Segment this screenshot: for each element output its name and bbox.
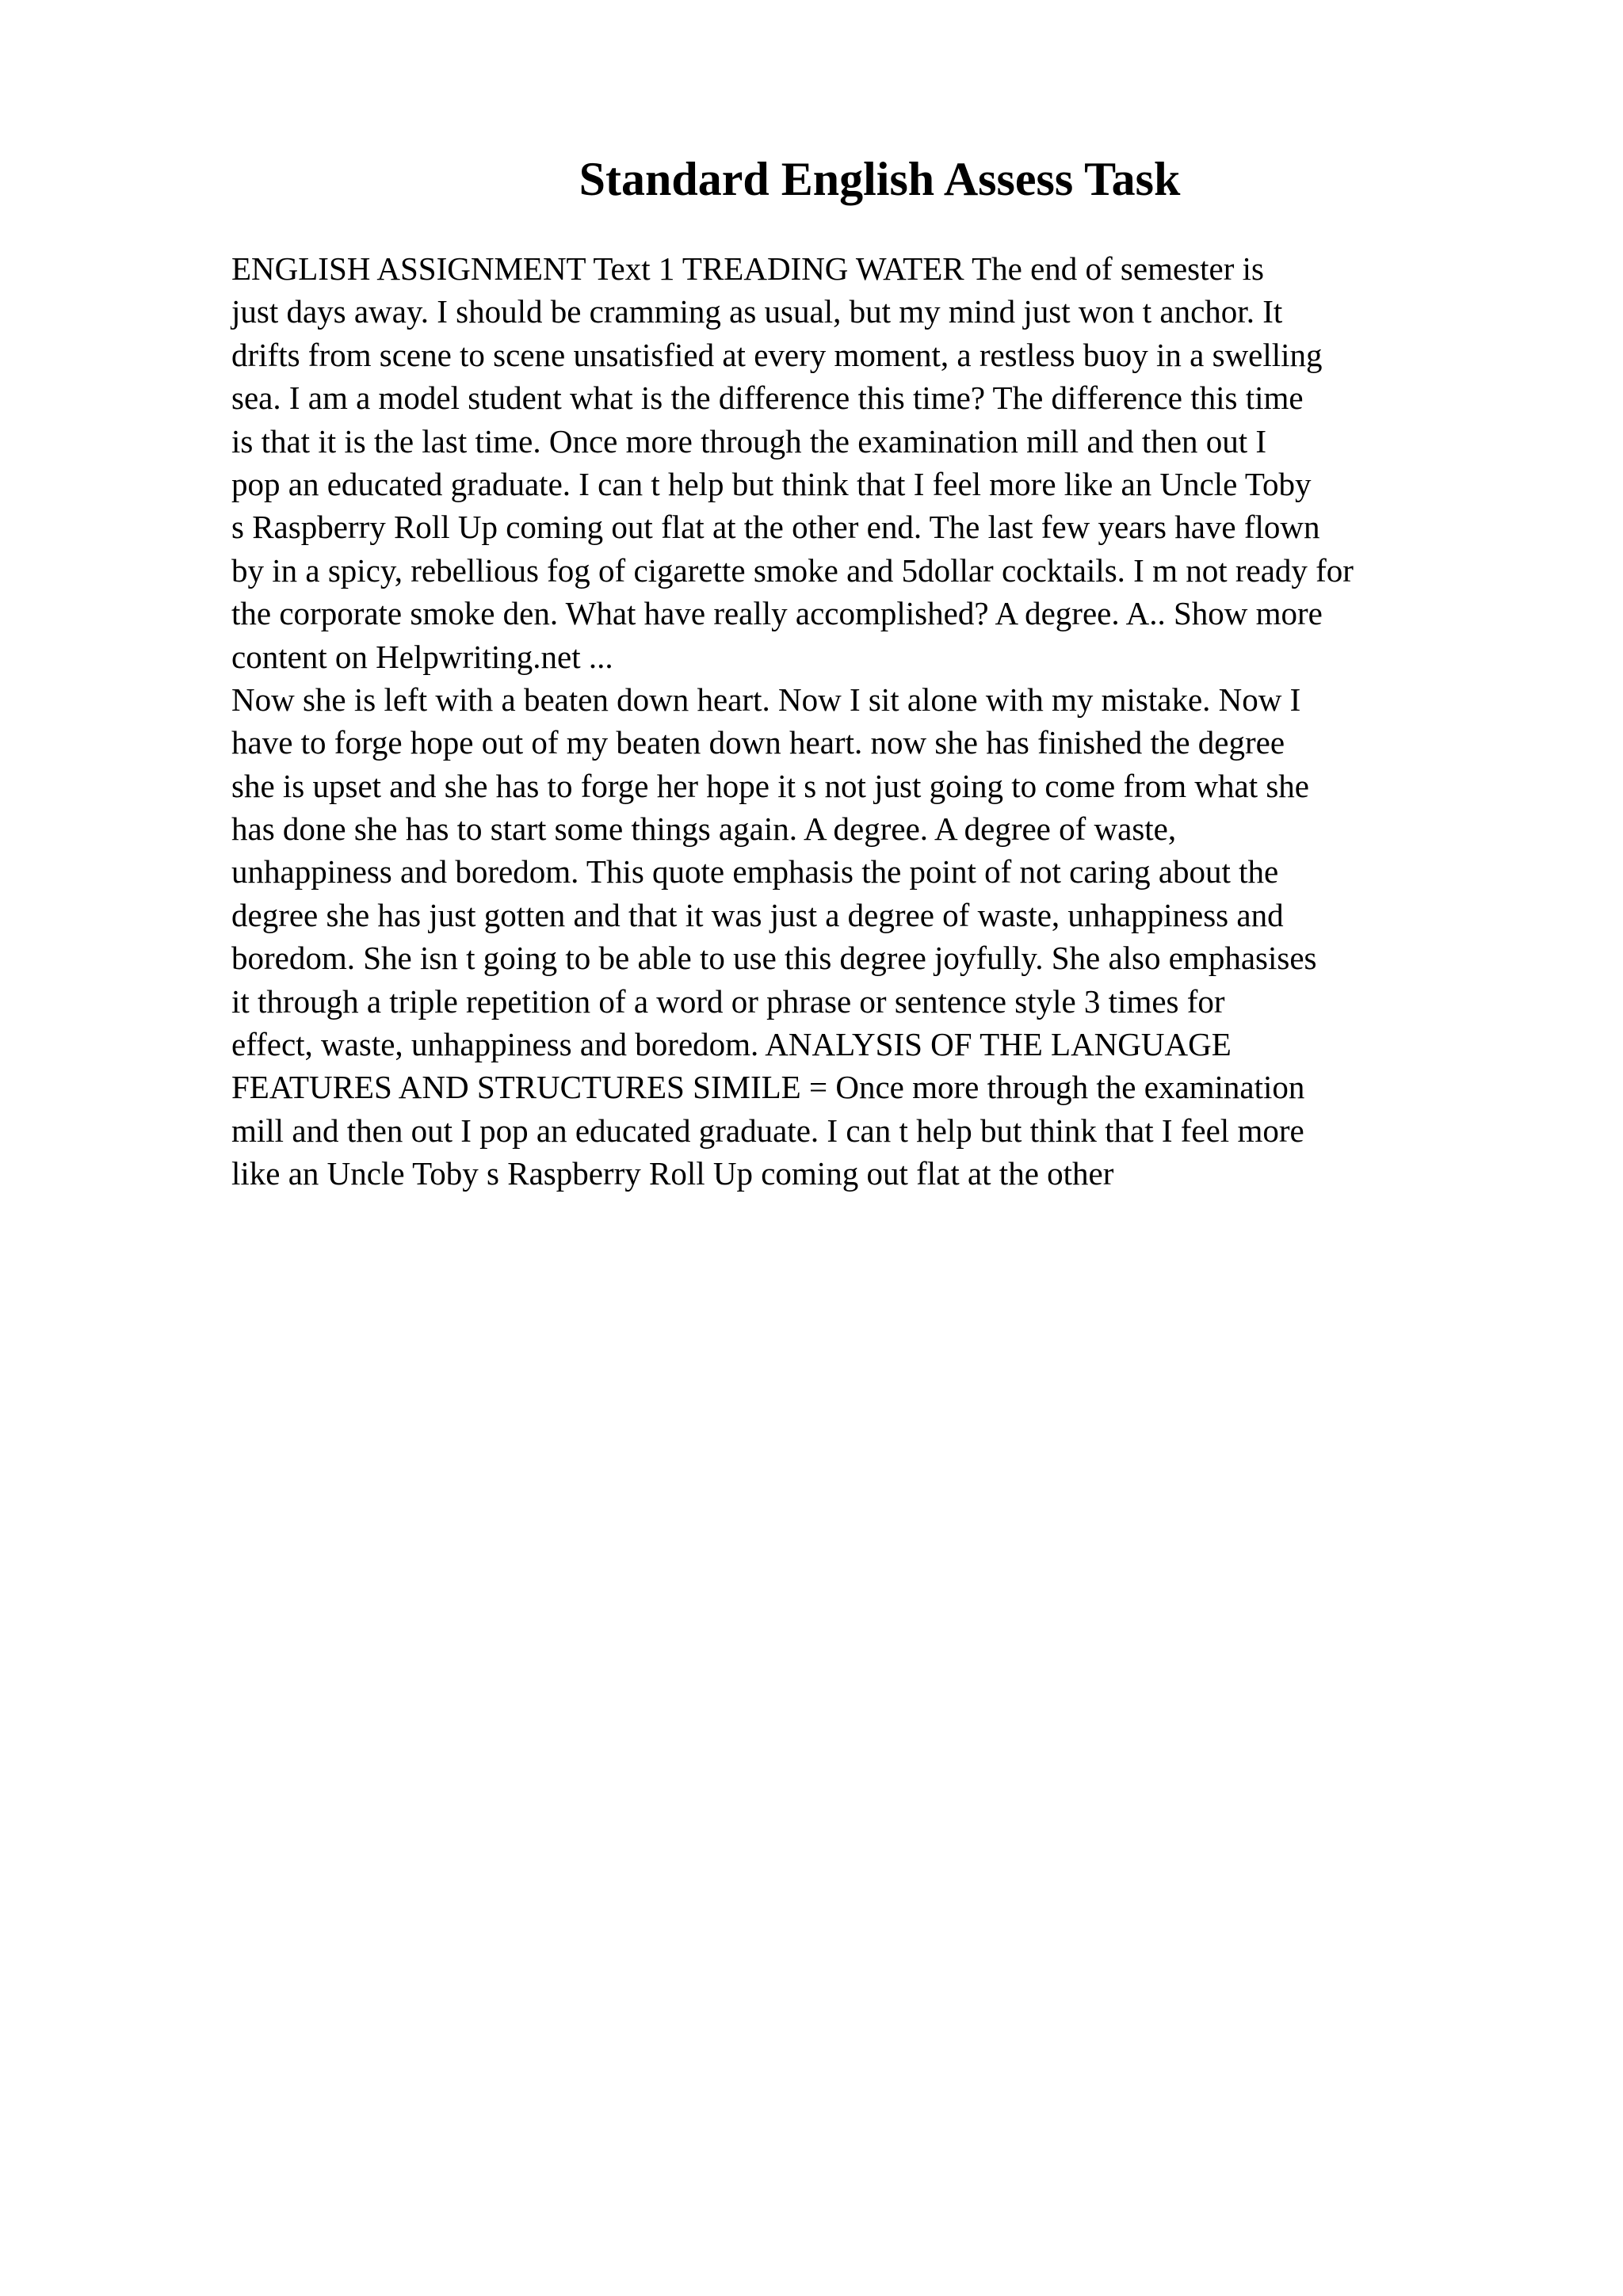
body-line: effect, waste, unhappiness and boredom. ANALYSIS OF THE LANGUAGE <box>231 1026 1232 1063</box>
body-line: FEATURES AND STRUCTURES SIMILE = Once more through the examination <box>231 1069 1305 1106</box>
body-line: s Raspberry Roll Up coming out flat at the other end. The last few years have flown <box>231 509 1320 546</box>
body-line: it through a triple repetition of a word or phrase or sentence style 3 times for <box>231 982 1225 1020</box>
body-line: have to forge hope out of my beaten down heart. now she has finished the degree <box>231 724 1285 761</box>
body-line: just days away. I should be cramming as usual, but my mind just won t anchor. It <box>231 293 1283 330</box>
body-line: boredom. She isn t going to be able to use this degree joyfully. She also emphasises <box>231 940 1317 977</box>
body-line: by in a spicy, rebellious fog of cigarette smoke and 5dollar cocktails. I m not ready for <box>231 551 1354 589</box>
body-line: is that it is the last time. Once more through the examination mill and then out I <box>231 422 1267 460</box>
body-line: has done she has to start some things again. A degree. A degree of waste, <box>231 810 1177 848</box>
body-line: the corporate smoke den. What have really accomplished? A degree. A.. Show more <box>231 595 1323 632</box>
body-line: pop an educated graduate. I can t help but think that I feel more like an Uncle Toby <box>231 465 1312 502</box>
body-line: Now she is left with a beaten down heart. Now I sit alone with my mistake. Now I <box>231 681 1301 718</box>
body-line: unhappiness and boredom. This quote emphasis the point of not caring about the <box>231 853 1279 891</box>
document-title: Standard English Assess Task <box>579 153 1181 205</box>
body-line: degree she has just gotten and that it was just a degree of waste, unhappiness and <box>231 896 1284 933</box>
document-body <box>231 247 1579 1196</box>
body-line: she is upset and she has to forge her hope it s not just going to come from what she <box>231 767 1309 804</box>
body-line: content on Helpwriting.net ... <box>231 638 613 675</box>
body-line: sea. I am a model student what is the difference this time? The difference this time <box>231 379 1304 417</box>
body-line: drifts from scene to scene unsatisfied at every moment, a restless buoy in a swelling <box>231 336 1323 373</box>
body-line: ENGLISH ASSIGNMENT Text 1 TREADING WATER The end of semester is <box>231 250 1264 287</box>
body-line: mill and then out I pop an educated graduate. I can t help but think that I feel more <box>231 1112 1304 1149</box>
body-line: like an Uncle Toby s Raspberry Roll Up coming out flat at the other <box>231 1155 1114 1192</box>
